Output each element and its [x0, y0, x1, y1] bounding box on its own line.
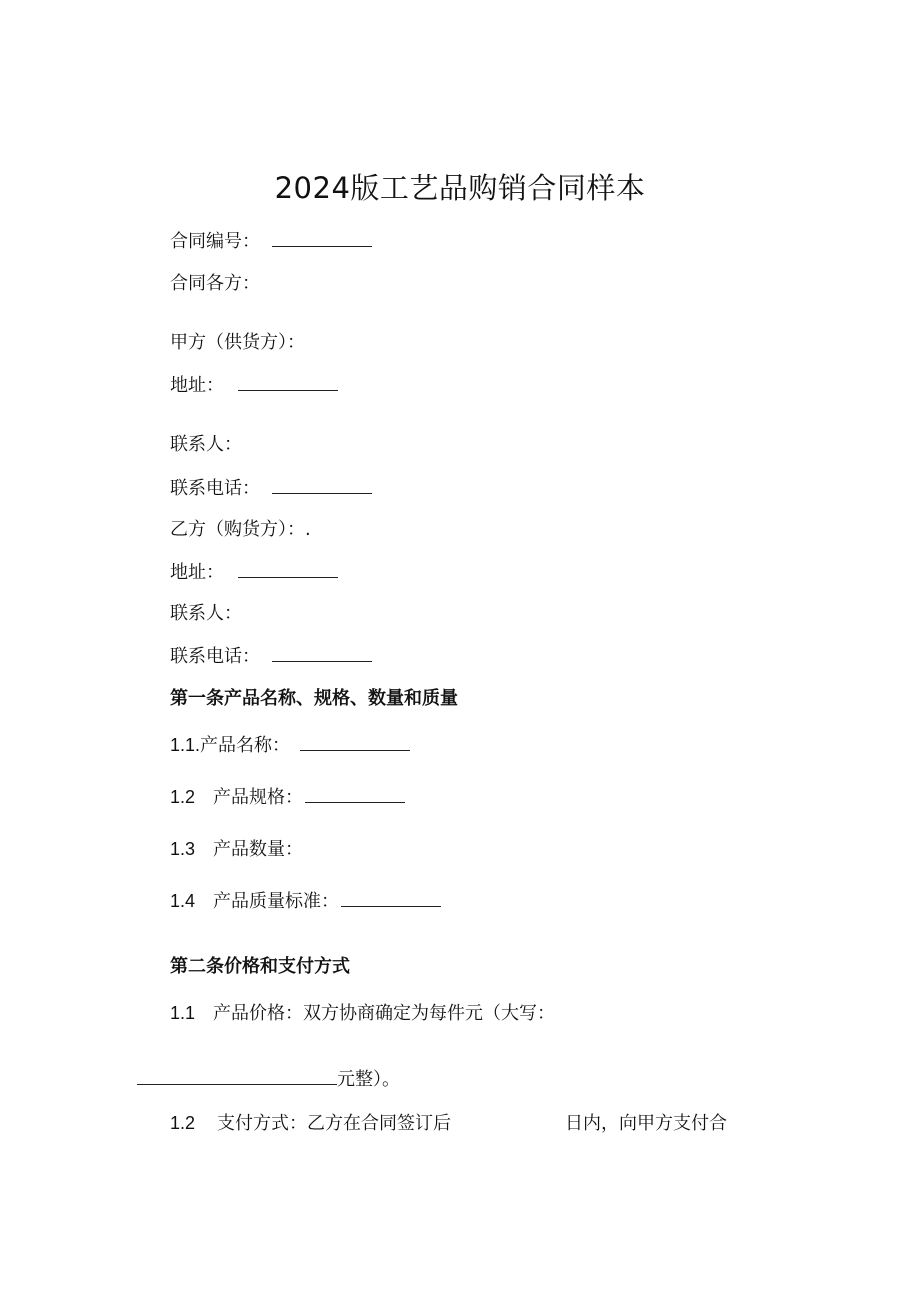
party-b-phone-label: 联系电话：	[170, 646, 260, 667]
document-title: 2024版工艺品购销合同样本	[274, 171, 646, 205]
article-1-item-2	[170, 784, 405, 811]
article-2-heading: 第二条价格和支付方式	[170, 956, 350, 977]
item-text-b: 日内，向甲方支付合	[565, 1113, 727, 1134]
item-number: 1.2	[170, 1113, 196, 1133]
party-a-address-label: 地址：	[170, 375, 224, 396]
item-text: 产品名称：	[200, 735, 291, 756]
item-number: 1.3	[170, 839, 196, 859]
contract-number-line	[170, 228, 372, 255]
article-2-item-2	[170, 1110, 727, 1137]
party-b-label: 乙方（购货方）：.	[170, 519, 311, 540]
party-b-phone-blank[interactable]	[272, 643, 372, 662]
article-2-item-1-continued	[137, 1066, 400, 1093]
product-name-blank[interactable]	[300, 732, 410, 751]
item-text: 支付方式：乙方在合同签订后	[217, 1113, 451, 1134]
price-in-words-blank[interactable]	[137, 1066, 337, 1085]
item-text: 产品价格：双方协商确定为每件元（大写：	[213, 1003, 555, 1024]
article-1-item-4	[170, 888, 441, 915]
contract-number-blank[interactable]	[272, 228, 372, 247]
party-a-contact-label: 联系人：	[170, 434, 242, 455]
party-b-address-label: 地址：	[170, 562, 224, 583]
item-text: 产品质量标准：	[213, 891, 339, 912]
item-number: 1.1	[170, 1003, 196, 1023]
item-number: 1.1.	[170, 735, 201, 755]
contract-number-label: 合同编号：	[170, 231, 260, 252]
party-b-address-blank[interactable]	[238, 559, 338, 578]
party-a-address-line	[170, 372, 338, 399]
article-2-item-1	[170, 1000, 555, 1027]
product-spec-blank[interactable]	[305, 784, 405, 803]
quality-standard-blank[interactable]	[341, 888, 441, 907]
party-b-phone-line	[170, 643, 372, 670]
party-a-phone-label: 联系电话：	[170, 478, 260, 499]
item-number: 1.2	[170, 787, 196, 807]
party-a-phone-blank[interactable]	[272, 475, 372, 494]
article-1-heading: 第一条产品名称、规格、数量和质量	[170, 688, 458, 709]
item-text: 产品数量：	[213, 839, 303, 860]
item-text-cont: 元整）。	[337, 1069, 400, 1090]
item-number: 1.4	[170, 891, 196, 911]
party-b-address-line	[170, 559, 338, 586]
parties-label: 合同各方：	[170, 273, 260, 294]
article-1-item-1	[170, 732, 410, 759]
party-b-contact-label: 联系人：	[170, 603, 242, 624]
party-a-phone-line	[170, 475, 372, 502]
item-text: 产品规格：	[213, 787, 303, 808]
article-1-item-3	[170, 836, 303, 863]
party-a-label: 甲方（供货方）：	[170, 332, 305, 353]
party-a-address-blank[interactable]	[238, 372, 338, 391]
